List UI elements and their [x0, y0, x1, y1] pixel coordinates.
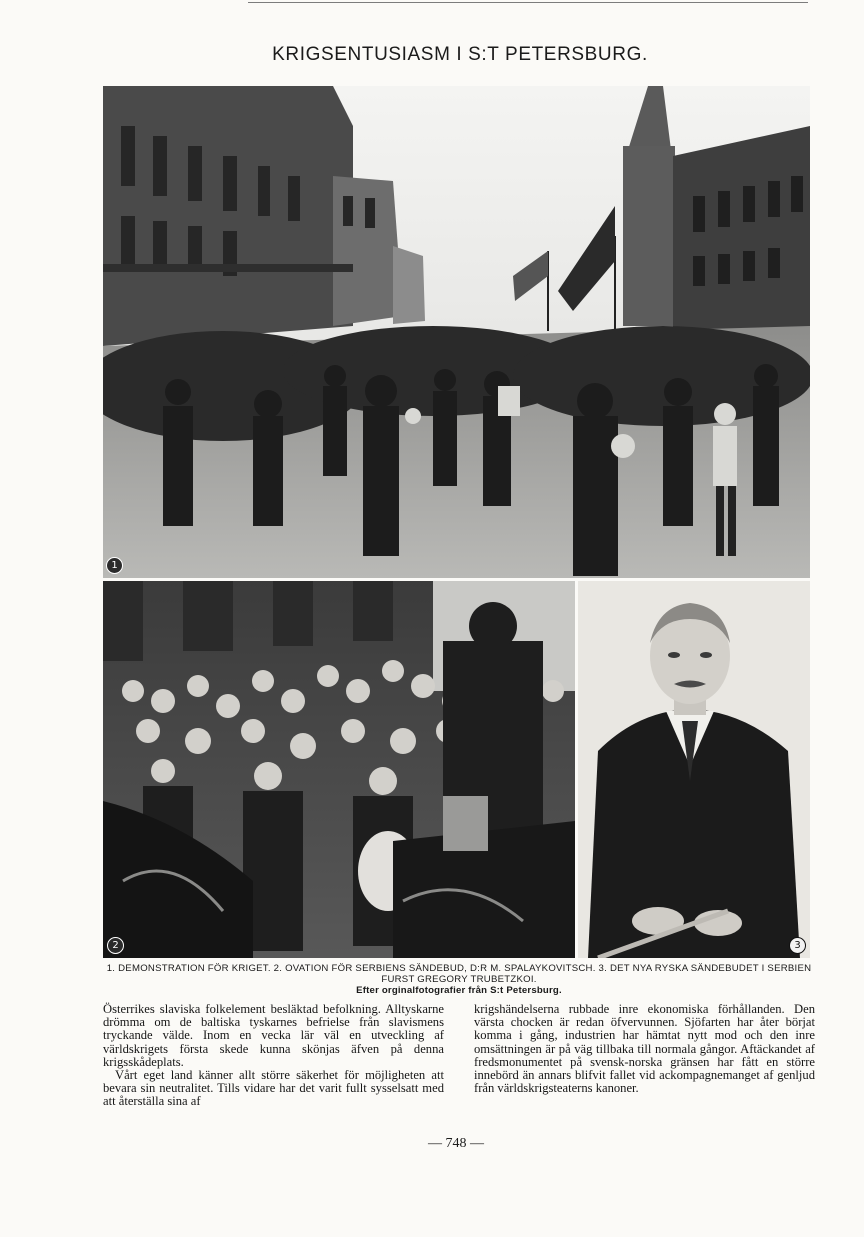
page-title: KRIGSENTUSIASM I S:T PETERSBURG.	[272, 44, 648, 65]
demonstration-photo-image	[103, 86, 810, 578]
photo-credit: Efter orginalfotografier från S:t Petersburg.	[356, 985, 562, 996]
photo-caption	[103, 963, 815, 996]
article-column-right	[474, 1003, 815, 1095]
photo-demonstration	[103, 86, 810, 578]
photo-number-badge: 1	[106, 557, 123, 574]
photo-number-badge: 2	[107, 937, 124, 954]
page-number: — 748 —	[428, 1136, 484, 1151]
top-rule	[248, 2, 808, 3]
photo-ovation	[103, 581, 575, 958]
portrait-photo-image	[578, 581, 810, 958]
caption-text: 1. DEMONSTRATION FÖR KRIGET. 2. OVATION FÖR SERBIENS SÄNDEBUD, D:R M. SPALAYKOVITSCH. 3. DET NYA RYSKA SÄNDEBUDET I SERBIEN FURST GREGORY TRUBETZKOI.	[106, 963, 812, 985]
paragraph: krigshändelserna rubbade inre ekonomiska förhållanden. Den värsta chocken är redan öfvervunnen. Sjöfarten har åter börjat komma i gång, industrien har hämtat nytt mod och den inre omsättningen är på väg tillbaka till normala gångor. Aftäckandet af fredsmonumentet på svensk-norska gränsen har fått en större innebörd än annars blifvit fallet vid ackompagnemanget af genljud från världskrigsteaterns kanoner.	[474, 1002, 815, 1096]
paragraph: Österrikes slaviska folkelement besläktad befolkning. Alltyskarne drömma om de baltiska tyskarnes befrielse från slavismens tryckande välde. Inom en vecka lär väl en utveckling af världskrigets första skede kunna skönjas äfven på denna krigsskådeplats.	[103, 1002, 444, 1069]
ovation-photo-image	[103, 581, 575, 958]
article-column-left	[103, 1003, 444, 1109]
paragraph: Vårt eget land känner allt större säkerhet för möjligheten att bevara sin neutralitet. Tills vidare har det varit fullt sysselsatt med att återställa sina af	[103, 1068, 444, 1109]
photo-number-badge: 3	[789, 937, 806, 954]
photo-portrait	[578, 581, 810, 958]
